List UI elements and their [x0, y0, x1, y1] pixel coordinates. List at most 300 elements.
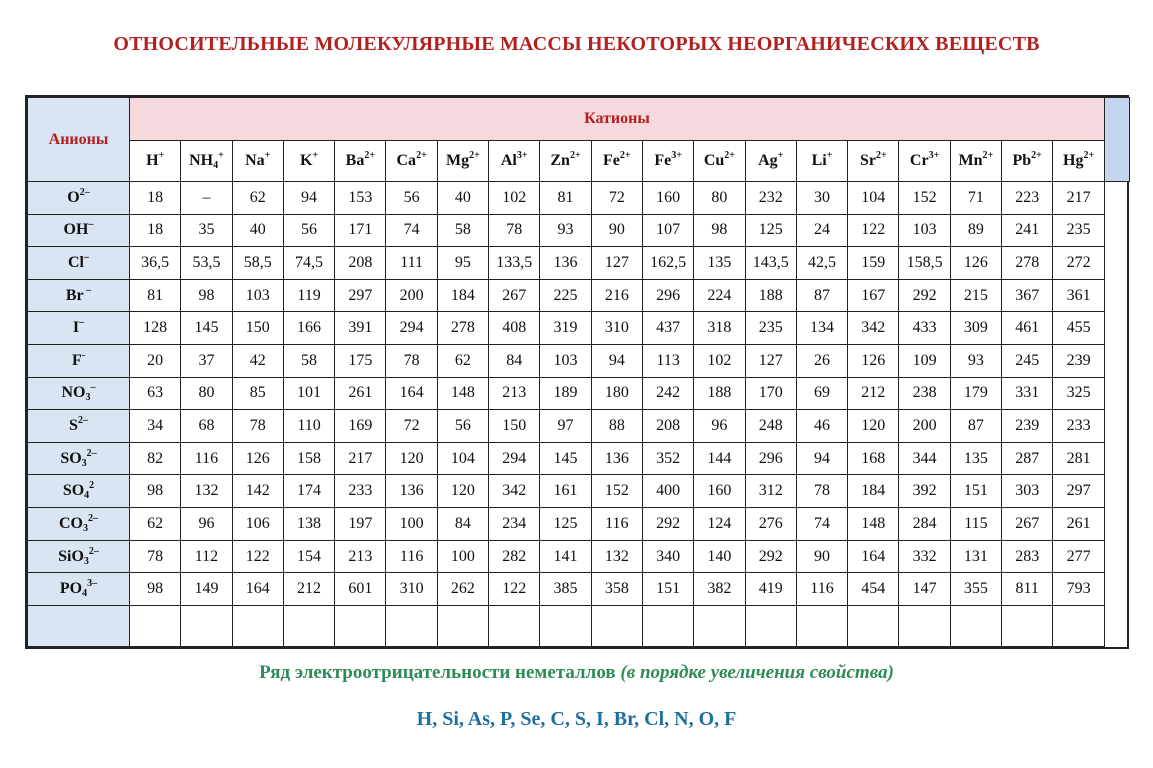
anion-charge: –: [90, 382, 96, 394]
mass-cell: 292: [642, 508, 693, 541]
cation-base: Li: [811, 152, 827, 169]
table-row: [28, 410, 1130, 443]
mass-cell: 127: [745, 345, 796, 378]
cation-charge: 2+: [469, 150, 480, 161]
mass-cell: 80: [694, 182, 745, 215]
mass-cell: 233: [1053, 410, 1105, 443]
mass-cell: 331: [1002, 377, 1053, 410]
mass-cell: 224: [694, 279, 745, 312]
mass-cell: 102: [694, 345, 745, 378]
mass-cell: 20: [130, 345, 181, 378]
mass-cell: 56: [386, 182, 437, 215]
mass-cell: 242: [642, 377, 693, 410]
mass-cell: 145: [540, 442, 591, 475]
empty-cell: [1053, 606, 1105, 647]
mass-cell: 294: [386, 312, 437, 345]
cation-header: [848, 141, 899, 182]
mass-cell: 30: [796, 182, 847, 215]
mass-cell: 71: [950, 182, 1001, 215]
mass-cell: 272: [1053, 247, 1105, 280]
mass-cell: 171: [335, 214, 386, 247]
cation-header: [591, 141, 642, 182]
anion-header: [28, 442, 130, 475]
mass-cell: 212: [848, 377, 899, 410]
mass-cell: 98: [130, 475, 181, 508]
mass-cell: 127: [591, 247, 642, 280]
cation-base: K: [299, 152, 313, 169]
cation-header: [899, 141, 950, 182]
page-title: ОТНОСИТЕЛЬНЫЕ МОЛЕКУЛЯРНЫЕ МАССЫ НЕКОТОРЫХ НЕОРГАНИЧЕСКИХ ВЕЩЕСТВ: [113, 33, 1040, 55]
anion-header: [28, 312, 130, 345]
mass-cell: 276: [745, 508, 796, 541]
anion-charge: 3–: [87, 578, 98, 590]
cations-header: Катионы: [130, 98, 1105, 141]
mass-cell: 56: [437, 410, 488, 443]
cation-base: Cu: [703, 152, 725, 169]
mass-cell: 361: [1053, 279, 1105, 312]
mass-cell: 292: [745, 540, 796, 573]
anion-base: NO: [61, 384, 86, 402]
anion-header: [28, 377, 130, 410]
anion-subscript: 3: [83, 522, 88, 534]
anion-charge: –: [79, 317, 85, 329]
mass-cell: 36,5: [130, 247, 181, 280]
mass-cell: 400: [642, 475, 693, 508]
anion-header: [28, 475, 130, 508]
anion-charge: 2–: [88, 512, 98, 524]
table-row: [28, 573, 1130, 606]
cation-header: [540, 141, 591, 182]
mass-cell: 294: [489, 442, 540, 475]
mass-cell: 136: [540, 247, 591, 280]
mass-cell: 106: [232, 508, 283, 541]
empty-cell: [848, 606, 899, 647]
mass-cell: 90: [796, 540, 847, 573]
mass-cell: 94: [283, 182, 334, 215]
empty-cell: [232, 606, 283, 647]
mass-cell: 62: [130, 508, 181, 541]
mass-cell: 72: [591, 182, 642, 215]
mass-cell: 150: [232, 312, 283, 345]
mass-cell: 142: [232, 475, 283, 508]
cation-header: [283, 141, 334, 182]
mass-cell: 109: [899, 345, 950, 378]
mass-cell: 24: [796, 214, 847, 247]
mass-cell: 84: [437, 508, 488, 541]
cation-charge: +: [777, 150, 784, 161]
empty-cell: [540, 606, 591, 647]
mass-cell: 164: [232, 573, 283, 606]
cation-charge: +: [826, 150, 833, 161]
mass-cell: 100: [437, 540, 488, 573]
cation-header: [1053, 141, 1105, 182]
mass-cell: 208: [642, 410, 693, 443]
mass-cell: 352: [642, 442, 693, 475]
anion-subscript: 3: [85, 392, 91, 404]
mass-cell: 342: [489, 475, 540, 508]
cation-base: Mn: [958, 152, 983, 169]
mass-cell: –: [181, 182, 232, 215]
mass-cell: 223: [1002, 182, 1053, 215]
mass-cell: 96: [181, 508, 232, 541]
mass-cell: 87: [950, 410, 1001, 443]
mass-cell: 78: [796, 475, 847, 508]
anion-header: [28, 573, 130, 606]
cation-charge: +: [218, 150, 224, 161]
mass-cell: 312: [745, 475, 796, 508]
mass-cell: 74: [386, 214, 437, 247]
mass-cell: 213: [335, 540, 386, 573]
empty-cell: [489, 606, 540, 647]
mass-cell: 110: [283, 410, 334, 443]
mass-cell: 152: [591, 475, 642, 508]
mass-cell: 37: [181, 345, 232, 378]
mass-cell: 126: [848, 345, 899, 378]
mass-cell: 297: [335, 279, 386, 312]
anion-base: SiO: [58, 547, 84, 565]
molecular-mass-table: [25, 95, 1129, 649]
mass-cell: 233: [335, 475, 386, 508]
mass-cell: 180: [591, 377, 642, 410]
anion-charge: –: [84, 252, 89, 264]
mass-cell: 128: [130, 312, 181, 345]
mass-cell: 325: [1053, 377, 1105, 410]
mass-cell: 98: [694, 214, 745, 247]
cation-header: [437, 141, 488, 182]
mass-cell: 188: [694, 377, 745, 410]
anion-base: OH: [63, 221, 89, 239]
cation-header: [950, 141, 1001, 182]
mass-cell: 125: [745, 214, 796, 247]
mass-cell: 103: [540, 345, 591, 378]
table-row: [28, 442, 1130, 475]
cation-base: NH: [189, 152, 214, 169]
mass-cell: 119: [283, 279, 334, 312]
mass-cell: 148: [437, 377, 488, 410]
mass-cell: 461: [1002, 312, 1053, 345]
mass-cell: 81: [540, 182, 591, 215]
cation-base: Ag: [758, 152, 778, 169]
empty-cell: [1002, 606, 1053, 647]
electronegativity-series-title: [0, 662, 1153, 684]
cation-header: [745, 141, 796, 182]
mass-cell: 116: [591, 508, 642, 541]
anion-base: S: [69, 417, 78, 435]
mass-cell: 151: [642, 573, 693, 606]
mass-cell: 169: [335, 410, 386, 443]
mass-cell: 68: [181, 410, 232, 443]
mass-cell: 267: [1002, 508, 1053, 541]
empty-cell: [437, 606, 488, 647]
mass-cell: 332: [899, 540, 950, 573]
series-title-text: Ряд электроотрицательности неметаллов: [259, 662, 621, 683]
empty-cell: [899, 606, 950, 647]
mass-cell: 115: [950, 508, 1001, 541]
cation-header: [642, 141, 693, 182]
empty-cell: [591, 606, 642, 647]
mass-cell: 58: [437, 214, 488, 247]
table-row: [28, 508, 1130, 541]
anion-base: I: [72, 319, 80, 337]
table-row: [28, 475, 1130, 508]
anion-charge: –: [83, 284, 92, 296]
mass-cell: 111: [386, 247, 437, 280]
cation-base: Al: [500, 152, 517, 169]
mass-cell: 116: [181, 442, 232, 475]
cation-base: Cr: [909, 152, 929, 169]
mass-cell: 141: [540, 540, 591, 573]
empty-cell: [796, 606, 847, 647]
mass-cell: 145: [181, 312, 232, 345]
mass-cell: 97: [540, 410, 591, 443]
mass-cell: 74: [796, 508, 847, 541]
anion-base: O: [67, 188, 80, 206]
mass-cell: 122: [232, 540, 283, 573]
mass-cell: 122: [489, 573, 540, 606]
mass-cell: 296: [745, 442, 796, 475]
mass-cell: 408: [489, 312, 540, 345]
mass-cell: 140: [694, 540, 745, 573]
cation-base: Fe: [654, 152, 672, 169]
mass-cell: 100: [386, 508, 437, 541]
cation-base: Pb: [1012, 152, 1032, 169]
mass-cell: 82: [130, 442, 181, 475]
mass-cell: 138: [283, 508, 334, 541]
mass-cell: 154: [283, 540, 334, 573]
cation-charge: 2+: [619, 150, 631, 161]
cation-base: Fe: [603, 152, 620, 169]
mass-cell: 282: [489, 540, 540, 573]
table-row: [28, 182, 1130, 215]
mass-cell: 134: [796, 312, 847, 345]
mass-cell: 113: [642, 345, 693, 378]
mass-cell: 116: [386, 540, 437, 573]
table-row: [28, 540, 1130, 573]
mass-cell: 125: [540, 508, 591, 541]
mass-cell: 215: [950, 279, 1001, 312]
mass-cell: 367: [1002, 279, 1053, 312]
mass-cell: 131: [950, 540, 1001, 573]
anion-base: SO: [62, 482, 85, 500]
mass-cell: 98: [130, 573, 181, 606]
mass-cell: 132: [181, 475, 232, 508]
mass-cell: 382: [694, 573, 745, 606]
cation-charge: 3+: [671, 150, 682, 161]
mass-cell: 63: [130, 377, 181, 410]
anion-header: [28, 345, 130, 378]
mass-cell: 102: [489, 182, 540, 215]
mass-cell: 42: [232, 345, 283, 378]
mass-cell: 18: [130, 214, 181, 247]
mass-cell: 56: [283, 214, 334, 247]
empty-anion-cell: [28, 606, 130, 647]
mass-cell: 281: [1053, 442, 1105, 475]
cation-charge: +: [158, 150, 165, 161]
cation-charge: +: [312, 150, 319, 161]
table-row: [28, 377, 1130, 410]
mass-cell: 284: [899, 508, 950, 541]
cation-charge: 2+: [364, 150, 376, 161]
mass-cell: 217: [1053, 182, 1105, 215]
mass-cell: 238: [899, 377, 950, 410]
mass-cell: 58,5: [232, 247, 283, 280]
mass-cell: 235: [1053, 214, 1105, 247]
mass-cell: 164: [848, 540, 899, 573]
mass-cell: 392: [899, 475, 950, 508]
mass-cell: 283: [1002, 540, 1053, 573]
table-row: [28, 247, 1130, 280]
cation-header: [232, 141, 283, 182]
cation-header: [335, 141, 386, 182]
empty-cell: [386, 606, 437, 647]
mass-cell: 120: [437, 475, 488, 508]
mass-cell: 124: [694, 508, 745, 541]
mass-cell: 601: [335, 573, 386, 606]
mass-cell: 303: [1002, 475, 1053, 508]
cation-charge: 3+: [928, 150, 940, 161]
mass-cell: 200: [899, 410, 950, 443]
anion-header: [28, 410, 130, 443]
cation-charge: 2+: [1083, 150, 1095, 161]
anions-header: Анионы: [28, 98, 130, 182]
mass-cell: 122: [848, 214, 899, 247]
mass-cell: 94: [796, 442, 847, 475]
empty-cell: [950, 606, 1001, 647]
mass-cell: 81: [130, 279, 181, 312]
mass-cell: 135: [950, 442, 1001, 475]
table-row: [28, 312, 1130, 345]
mass-cell: 170: [745, 377, 796, 410]
cation-charge: +: [264, 150, 271, 161]
mass-cell: 103: [232, 279, 283, 312]
empty-row: [28, 606, 1130, 647]
mass-cell: 160: [694, 475, 745, 508]
cation-base: Ba: [345, 152, 365, 169]
mass-cell: 455: [1053, 312, 1105, 345]
mass-cell: 162,5: [642, 247, 693, 280]
mass-cell: 188: [745, 279, 796, 312]
mass-cell: 126: [232, 442, 283, 475]
mass-cell: 72: [386, 410, 437, 443]
anion-subscript: 3: [83, 555, 89, 567]
anion-base: CO: [59, 514, 83, 532]
mass-cell: 136: [386, 475, 437, 508]
mass-cell: 69: [796, 377, 847, 410]
mass-cell: 116: [796, 573, 847, 606]
mass-cell: 235: [745, 312, 796, 345]
anion-charge: –: [88, 219, 94, 231]
mass-cell: 104: [848, 182, 899, 215]
mass-cell: 167: [848, 279, 899, 312]
mass-cell: 78: [489, 214, 540, 247]
mass-cell: 454: [848, 573, 899, 606]
mass-cell: 89: [950, 214, 1001, 247]
empty-cell: [745, 606, 796, 647]
mass-cell: 34: [130, 410, 181, 443]
mass-cell: 87: [796, 279, 847, 312]
mass-cell: 239: [1002, 410, 1053, 443]
cation-header: [489, 141, 540, 182]
mass-cell: 136: [591, 442, 642, 475]
electronegativity-series: H, Si, As, P, Se, C, S, I, Br, Cl, N, O, F: [416, 708, 737, 730]
mass-cell: 158,5: [899, 247, 950, 280]
mass-cell: 234: [489, 508, 540, 541]
cation-charge: 2+: [416, 150, 427, 161]
anion-subscript: 4: [84, 490, 90, 502]
mass-cell: 159: [848, 247, 899, 280]
anion-base: SO: [60, 449, 82, 467]
mass-cell: 152: [899, 182, 950, 215]
mass-cell: 212: [283, 573, 334, 606]
mass-cell: 96: [694, 410, 745, 443]
mass-cell: 189: [540, 377, 591, 410]
mass-cell: 78: [386, 345, 437, 378]
anion-base: F: [71, 351, 82, 369]
anion-header: [28, 247, 130, 280]
mass-cell: 26: [796, 345, 847, 378]
mass-cell: 277: [1053, 540, 1105, 573]
mass-cell: 94: [591, 345, 642, 378]
cation-base: Hg: [1063, 152, 1084, 169]
empty-cell: [181, 606, 232, 647]
anion-base: Br: [65, 286, 84, 304]
cation-subscript: 4: [213, 160, 219, 171]
mass-cell: 433: [899, 312, 950, 345]
mass-cell: 78: [130, 540, 181, 573]
table-row: [28, 214, 1130, 247]
cation-base: Na: [245, 152, 265, 169]
mass-cell: 133,5: [489, 247, 540, 280]
mass-cell: 239: [1053, 345, 1105, 378]
mass-cell: 112: [181, 540, 232, 573]
anion-header: [28, 279, 130, 312]
mass-cell: 179: [950, 377, 1001, 410]
mass-cell: 35: [181, 214, 232, 247]
cation-charge: 2+: [875, 150, 887, 161]
mass-cell: 261: [335, 377, 386, 410]
cation-charge: 3+: [516, 150, 528, 161]
mass-cell: 208: [335, 247, 386, 280]
mass-cell: 310: [591, 312, 642, 345]
mass-cell: 241: [1002, 214, 1053, 247]
mass-cell: 811: [1002, 573, 1053, 606]
empty-cell: [130, 606, 181, 647]
mass-cell: 391: [335, 312, 386, 345]
anion-charge: 2: [89, 480, 95, 492]
mass-cell: 62: [232, 182, 283, 215]
mass-cell: 132: [591, 540, 642, 573]
mass-cell: 135: [694, 247, 745, 280]
mass-cell: 385: [540, 573, 591, 606]
mass-cell: 793: [1053, 573, 1105, 606]
cation-charge: 2+: [569, 150, 581, 161]
mass-cell: 166: [283, 312, 334, 345]
mass-cell: 101: [283, 377, 334, 410]
cation-base: Sr: [859, 152, 876, 169]
mass-cell: 144: [694, 442, 745, 475]
mass-cell: 18: [130, 182, 181, 215]
empty-cell: [283, 606, 334, 647]
cation-header: [181, 141, 232, 182]
cation-base: Ca: [396, 152, 417, 169]
mass-cell: 40: [437, 182, 488, 215]
empty-cell: [642, 606, 693, 647]
anion-charge: 2–: [86, 447, 97, 459]
anion-header: [28, 182, 130, 215]
mass-cell: 42,5: [796, 247, 847, 280]
anion-subscript: 4: [82, 588, 88, 600]
mass-cell: 80: [181, 377, 232, 410]
